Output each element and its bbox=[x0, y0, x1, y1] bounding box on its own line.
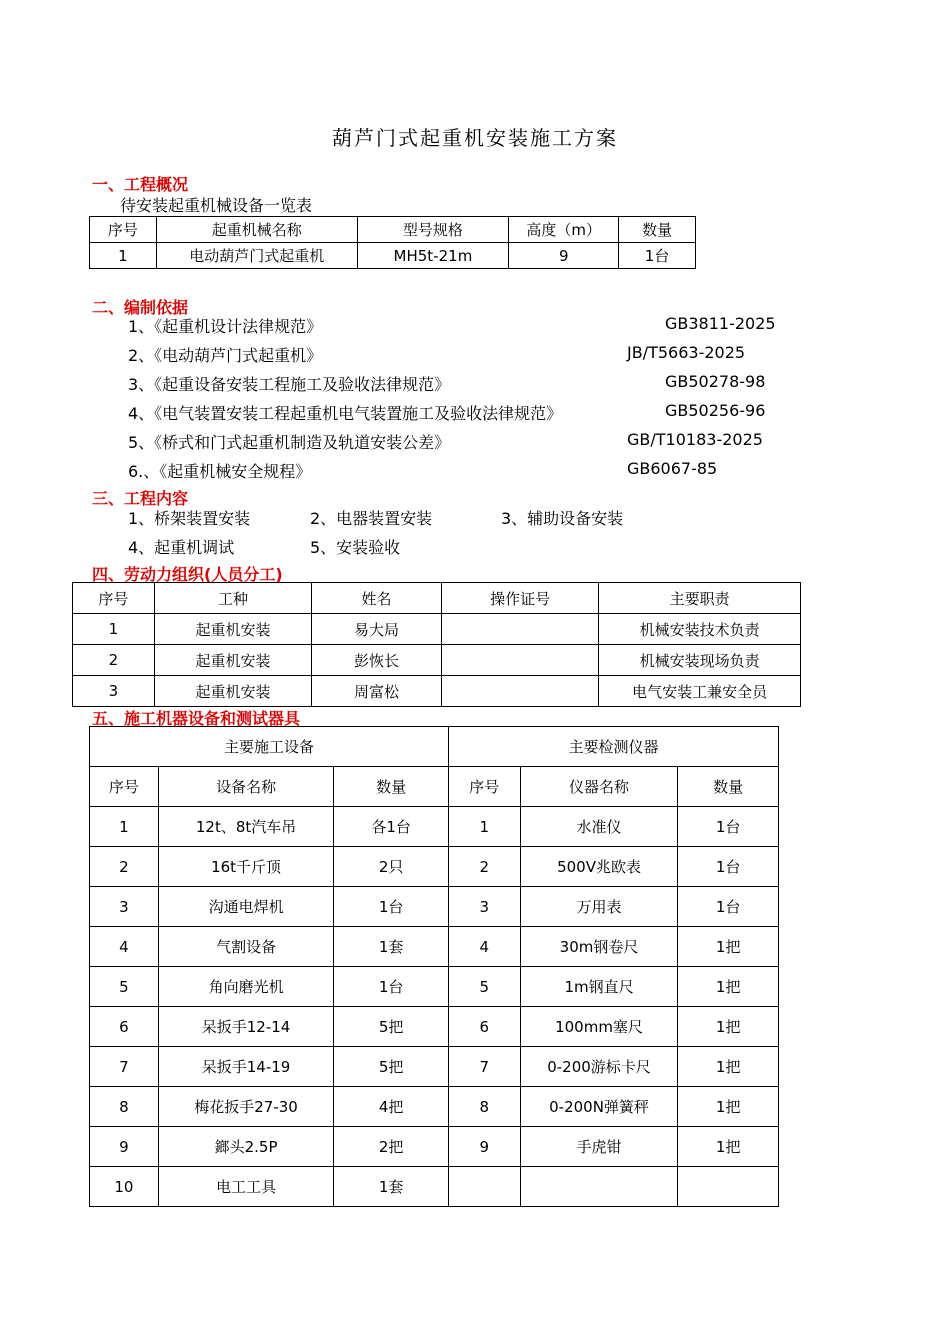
section5-heading: 五、施工机器设备和测试器具 bbox=[92, 709, 301, 728]
table-cell: 8 bbox=[448, 1087, 520, 1127]
table-cell bbox=[678, 1167, 779, 1207]
table-header-cell: 序号 bbox=[448, 767, 520, 807]
table-cell: 1把 bbox=[678, 1007, 779, 1047]
table-header-cell: 设备名称 bbox=[158, 767, 334, 807]
table-row bbox=[73, 645, 801, 676]
reference-code: GB6067-85 bbox=[627, 459, 718, 478]
table-row bbox=[90, 967, 779, 1007]
table-row bbox=[90, 1007, 779, 1047]
table-header-cell: 数量 bbox=[334, 767, 449, 807]
reference-name: 4、《电气装置安装工程起重机电气装置施工及验收法律规范》 bbox=[128, 404, 563, 423]
table-cell: 2 bbox=[73, 645, 155, 676]
table-cell: 1把 bbox=[678, 1047, 779, 1087]
table-cell: 沟通电焊机 bbox=[158, 887, 334, 927]
table-row bbox=[90, 1167, 779, 1207]
reference-code: GB3811-2025 bbox=[665, 314, 776, 333]
section4-heading: 四、劳动力组织(人员分工) bbox=[92, 565, 283, 584]
table-row bbox=[90, 927, 779, 967]
table-header-row bbox=[73, 583, 801, 614]
table-cell: 6 bbox=[448, 1007, 520, 1047]
table-cell: 1台 bbox=[678, 887, 779, 927]
table-cell: 1把 bbox=[678, 1127, 779, 1167]
reference-item bbox=[128, 459, 778, 487]
table-cell: 1 bbox=[90, 807, 159, 847]
work-item: 1、桥架装置安装 bbox=[128, 509, 251, 528]
table-cell: 5 bbox=[90, 967, 159, 1007]
table-row bbox=[90, 243, 696, 269]
table-cell: 16t千斤顶 bbox=[158, 847, 334, 887]
table-cell: 电气安装工兼安全员 bbox=[599, 676, 801, 707]
table-cell: 1台 bbox=[678, 847, 779, 887]
reference-name: 2、《电动葫芦门式起重机》 bbox=[128, 346, 323, 365]
reference-name: 3、《起重设备安装工程施工及验收法律规范》 bbox=[128, 375, 451, 394]
table-cell: 1台 bbox=[334, 887, 449, 927]
table-cell: 4把 bbox=[334, 1087, 449, 1127]
table-cell: 3 bbox=[448, 887, 520, 927]
table-cell: 7 bbox=[90, 1047, 159, 1087]
table-row bbox=[90, 807, 779, 847]
table-cell: 1把 bbox=[678, 967, 779, 1007]
table-row bbox=[90, 1087, 779, 1127]
table-header-cell: 工种 bbox=[154, 583, 312, 614]
personnel-table bbox=[72, 582, 801, 707]
table-cell: 1套 bbox=[334, 1167, 449, 1207]
table-cell: 1把 bbox=[678, 1087, 779, 1127]
table-cell: 1台 bbox=[678, 807, 779, 847]
table-cell: 梅花扳手27-30 bbox=[158, 1087, 334, 1127]
reference-code: GB50256-96 bbox=[665, 401, 766, 420]
reference-item bbox=[128, 343, 778, 371]
reference-name: 5、《桥式和门式起重机制造及轨道安装公差》 bbox=[128, 433, 451, 452]
table-cell: 呆扳手14-19 bbox=[158, 1047, 334, 1087]
table-cell bbox=[441, 676, 598, 707]
table-header-row bbox=[90, 767, 779, 807]
table-cell: 电动葫芦门式起重机 bbox=[156, 243, 357, 269]
work-item: 4、起重机调试 bbox=[128, 538, 235, 557]
table-cell: 机械安装现场负责 bbox=[599, 645, 801, 676]
work-item: 3、辅助设备安装 bbox=[501, 509, 624, 528]
table-cell: 起重机安装 bbox=[154, 614, 312, 645]
table-cell: 呆扳手12-14 bbox=[158, 1007, 334, 1047]
table-cell: 手虎钳 bbox=[520, 1127, 678, 1167]
table-row bbox=[73, 614, 801, 645]
group-header-equipment: 主要施工设备 bbox=[90, 727, 449, 767]
table-cell: 10 bbox=[90, 1167, 159, 1207]
table-cell bbox=[441, 645, 598, 676]
table-cell: 1套 bbox=[334, 927, 449, 967]
table-cell: 3 bbox=[73, 676, 155, 707]
table-cell: 电工工具 bbox=[158, 1167, 334, 1207]
table-cell: 角向磨光机 bbox=[158, 967, 334, 1007]
table-header-cell: 序号 bbox=[90, 217, 157, 243]
table-cell: 100mm塞尺 bbox=[520, 1007, 678, 1047]
reference-item bbox=[128, 314, 778, 342]
table-cell: 万用表 bbox=[520, 887, 678, 927]
table-cell: 9 bbox=[90, 1127, 159, 1167]
reference-name: 1、《起重机设计法律规范》 bbox=[128, 317, 323, 336]
table-cell: 鎯头2.5P bbox=[158, 1127, 334, 1167]
table-cell: 500V兆欧表 bbox=[520, 847, 678, 887]
table-header-cell: 序号 bbox=[90, 767, 159, 807]
equipment-list-table bbox=[89, 216, 696, 269]
table-cell: 5把 bbox=[334, 1007, 449, 1047]
table-row bbox=[73, 676, 801, 707]
table-cell: MH5t-21m bbox=[357, 243, 509, 269]
table-cell bbox=[448, 1167, 520, 1207]
table-row bbox=[90, 1127, 779, 1167]
reference-code: JB/T5663-2025 bbox=[627, 343, 746, 362]
table-cell: 3 bbox=[90, 887, 159, 927]
table-header-cell: 数量 bbox=[678, 767, 779, 807]
table-cell: 5把 bbox=[334, 1047, 449, 1087]
table-header-cell: 姓名 bbox=[312, 583, 442, 614]
table-cell bbox=[441, 614, 598, 645]
section3-heading: 三、工程内容 bbox=[92, 489, 189, 508]
table-header-cell: 序号 bbox=[73, 583, 155, 614]
table-cell: 水准仪 bbox=[520, 807, 678, 847]
table-cell: 2把 bbox=[334, 1127, 449, 1167]
table-header-cell: 操作证号 bbox=[441, 583, 598, 614]
table-cell: 易大局 bbox=[312, 614, 442, 645]
table-cell: 1把 bbox=[678, 927, 779, 967]
table-cell: 0-200游标卡尺 bbox=[520, 1047, 678, 1087]
table-header-row bbox=[90, 217, 696, 243]
table-cell: 4 bbox=[448, 927, 520, 967]
table-cell: 1台 bbox=[334, 967, 449, 1007]
work-item: 5、安装验收 bbox=[310, 538, 401, 557]
table-cell: 1m钢直尺 bbox=[520, 967, 678, 1007]
table-cell: 1 bbox=[448, 807, 520, 847]
tools-instruments-table bbox=[89, 726, 779, 1207]
table-cell: 2 bbox=[90, 847, 159, 887]
table-header-cell: 高度（m） bbox=[509, 217, 619, 243]
table-cell: 1 bbox=[73, 614, 155, 645]
reference-code: GB50278-98 bbox=[665, 372, 766, 391]
reference-name: 6.、《起重机械安全规程》 bbox=[128, 462, 312, 481]
table-header-cell: 起重机械名称 bbox=[156, 217, 357, 243]
table-cell: 9 bbox=[509, 243, 619, 269]
table-cell: 5 bbox=[448, 967, 520, 1007]
table-cell: 0-200N弹簧秤 bbox=[520, 1087, 678, 1127]
table-cell: 7 bbox=[448, 1047, 520, 1087]
table-cell: 机械安装技术负责 bbox=[599, 614, 801, 645]
section2-heading: 二、编制依据 bbox=[92, 298, 189, 317]
table-header-cell: 主要职责 bbox=[599, 583, 801, 614]
table-group-header-row bbox=[90, 727, 779, 767]
table-cell: 2只 bbox=[334, 847, 449, 887]
reference-item bbox=[128, 372, 778, 400]
work-item: 2、电器装置安装 bbox=[310, 509, 433, 528]
table-header-cell: 数量 bbox=[619, 217, 696, 243]
table-cell: 1 bbox=[90, 243, 157, 269]
table-cell: 起重机安装 bbox=[154, 645, 312, 676]
table-cell bbox=[520, 1167, 678, 1207]
section1-subheading: 待安装起重机械设备一览表 bbox=[120, 196, 313, 215]
reference-code: GB/T10183-2025 bbox=[627, 430, 763, 449]
table-cell: 4 bbox=[90, 927, 159, 967]
table-cell: 9 bbox=[448, 1127, 520, 1167]
reference-item bbox=[128, 430, 778, 458]
table-cell: 8 bbox=[90, 1087, 159, 1127]
table-cell: 彭恢长 bbox=[312, 645, 442, 676]
page-title: 葫芦门式起重机安装施工方案 bbox=[332, 126, 618, 150]
reference-item bbox=[128, 401, 778, 429]
table-cell: 气割设备 bbox=[158, 927, 334, 967]
table-cell: 1台 bbox=[619, 243, 696, 269]
table-cell: 起重机安装 bbox=[154, 676, 312, 707]
table-row bbox=[90, 847, 779, 887]
table-cell: 12t、8t汽车吊 bbox=[158, 807, 334, 847]
table-cell: 30m钢卷尺 bbox=[520, 927, 678, 967]
group-header-instruments: 主要检测仪器 bbox=[448, 727, 778, 767]
table-cell: 2 bbox=[448, 847, 520, 887]
section1-heading: 一、工程概况 bbox=[92, 175, 189, 194]
table-cell: 周富松 bbox=[312, 676, 442, 707]
table-row bbox=[90, 887, 779, 927]
table-header-cell: 仪器名称 bbox=[520, 767, 678, 807]
table-cell: 各1台 bbox=[334, 807, 449, 847]
table-row bbox=[90, 1047, 779, 1087]
table-header-cell: 型号规格 bbox=[357, 217, 509, 243]
table-cell: 6 bbox=[90, 1007, 159, 1047]
